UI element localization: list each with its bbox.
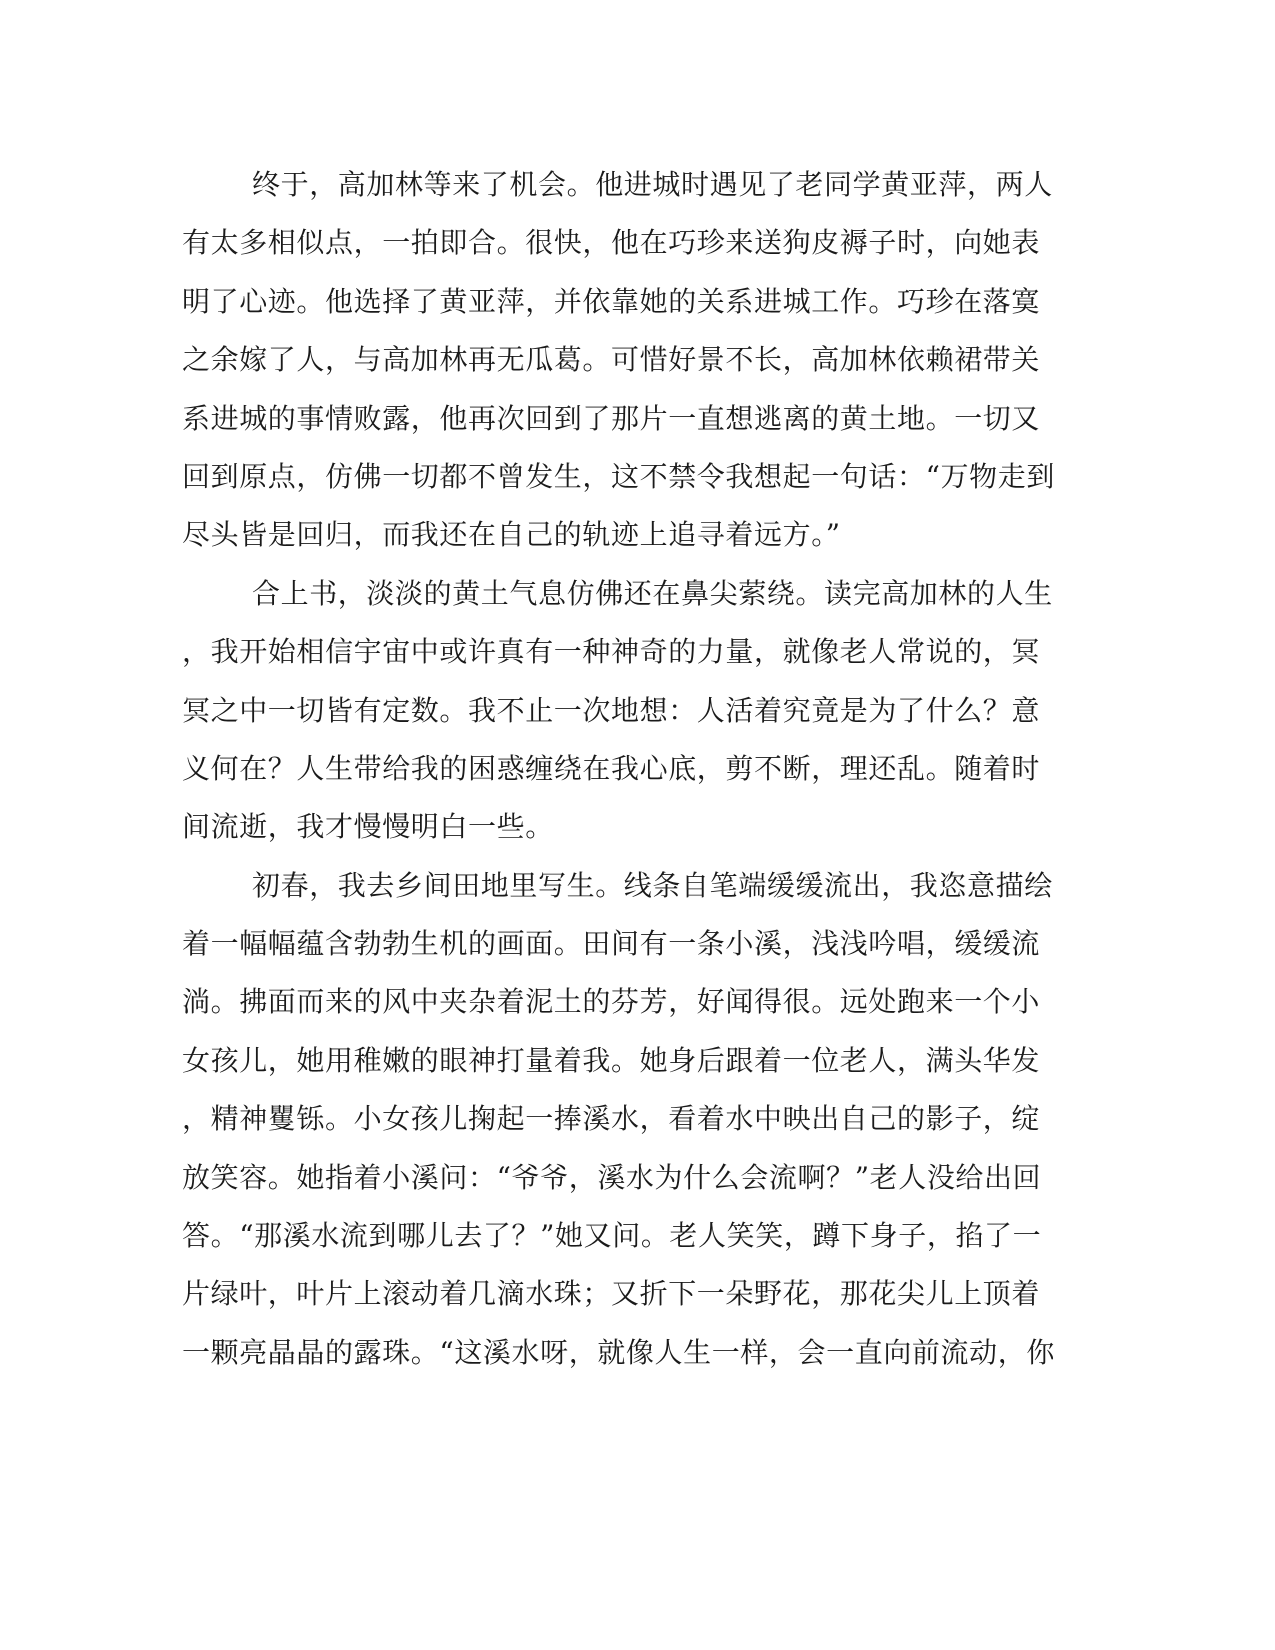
text-line: 间流逝，我才慢慢明白一些。 (182, 810, 554, 844)
text-line: 淌。拂面而来的风中夹杂着泥土的芬芳，好闻得很。远处跑来一个小 (182, 985, 1041, 1019)
text-line: 回到原点，仿佛一切都不曾发生，这不禁令我想起一句话：“万物走到 (182, 459, 1055, 493)
paragraph-1 (182, 156, 1055, 565)
text-line: 义何在？人生带给我的困惑缠绕在我心底，剪不断，理还乱。随着时 (182, 751, 1041, 785)
text-line: 终于，高加林等来了机会。他进城时遇见了老同学黄亚萍，两人 (252, 168, 1053, 201)
text-line: 明了心迹。他选择了黄亚萍，并依靠她的关系进城工作。巧珍在落寞 (182, 284, 1041, 318)
text-line: 片绿叶，叶片上滚动着几滴水珠；又折下一朵野花，那花尖儿上顶着 (182, 1277, 1041, 1311)
text-line: ，精神矍铄。小女孩儿掬起一捧溪水，看着水中映出自己的影子，绽 (182, 1102, 1041, 1136)
text-line: 之余嫁了人，与高加林再无瓜葛。可惜好景不长，高加林依赖裙带关 (182, 343, 1041, 377)
text-line: 答。“那溪水流到哪儿去了？”她又问。老人笑笑，蹲下身子，掐了一 (182, 1219, 1042, 1253)
text-line: 着一幅幅蕴含勃勃生机的画面。田间有一条小溪，浅浅吟唱，缓缓流 (182, 927, 1041, 961)
text-line: 系进城的事情败露，他再次回到了那片一直想逃离的黄土地。一切又 (182, 401, 1041, 435)
paragraph-2 (182, 565, 1053, 857)
paragraph-3 (182, 857, 1055, 1383)
text-line: 尽头皆是回归，而我还在自己的轨迹上追寻着远方。” (182, 518, 841, 552)
text-line: ，我开始相信宇宙中或许真有一种神奇的力量，就像老人常说的，冥 (182, 635, 1041, 669)
text-line: 合上书，淡淡的黄土气息仿佛还在鼻尖萦绕。读完高加林的人生 (252, 576, 1053, 610)
text-line: 一颗亮晶晶的露珠。“这溪水呀，就像人生一样，会一直向前流动，你 (182, 1335, 1055, 1369)
text-line: 初春，我去乡间田地里写生。线条自笔端缓缓流出，我恣意描绘 (252, 868, 1053, 902)
text-line: 放笑容。她指着小溪问：“爷爷，溪水为什么会流啊？”老人没给出回 (182, 1160, 1042, 1194)
body-text (182, 156, 1055, 1382)
text-line: 女孩儿，她用稚嫩的眼神打量着我。她身后跟着一位老人，满头华发 (182, 1043, 1041, 1077)
text-line: 有太多相似点，一拍即合。很快，他在巧珍来送狗皮褥子时，向她表 (182, 226, 1041, 260)
text-line: 冥之中一切皆有定数。我不止一次地想：人活着究竟是为了什么？意 (182, 693, 1041, 727)
